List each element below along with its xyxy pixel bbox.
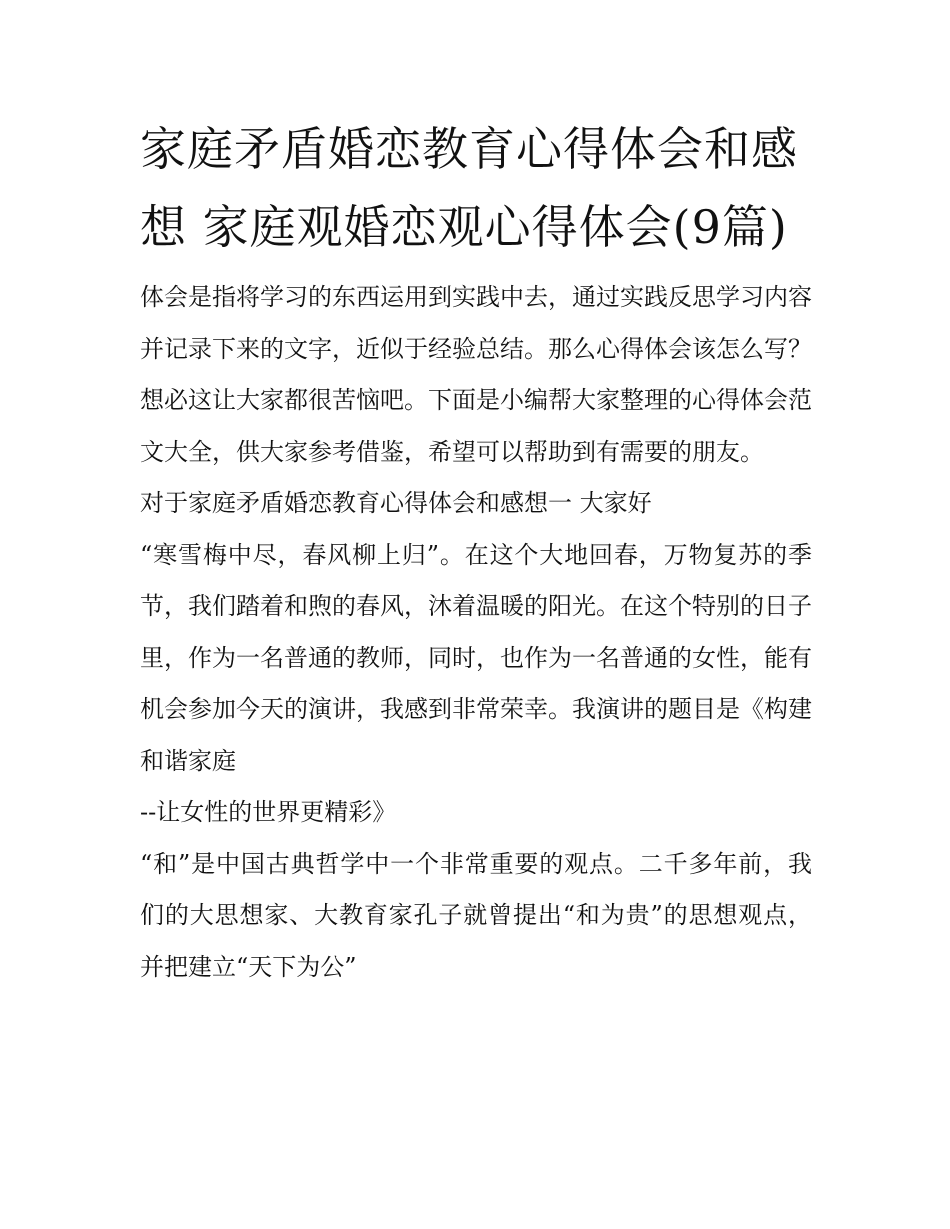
speech-subtitle-line: --让女性的世界更精彩》 [140,798,397,826]
body-paragraph-1: “寒雪梅中尽，春风柳上归”。在这个大地回春，万物复苏的季节，我们踏着和煦的春风，沐着温暖的阳光。在这个特别的日子里，作为一名普通的教师，同时，也作为一名普通的女性，能有机会参加今天的演讲，我感到非常荣幸。我演讲的题目是《构建和谐家庭 [140,540,812,775]
title-block [140,110,812,266]
body-paragraph-2: “和”是中国古典哲学中一个非常重要的观点。二千多年前，我们的大思想家、大教育家孔子就曾提出“和为贵”的思想观点，并把建立“天下为公” [140,849,812,981]
document-content [140,110,812,993]
document-title: 家庭矛盾婚恋教育心得体会和感想 家庭观婚恋观心得体会(9篇) [140,122,798,254]
section-heading: 对于家庭矛盾婚恋教育心得体会和感想一 大家好 [140,489,652,517]
intro-paragraph: 体会是指将学习的东西运用到实践中去，通过实践反思学习内容并记录下来的文字，近似于经验总结。那么心得体会该怎么写？想必这让大家都很苦恼吧。下面是小编帮大家整理的心得体会范文大全，供大家参考借鉴，希望可以帮助到有需要的朋友。 [140,283,812,466]
